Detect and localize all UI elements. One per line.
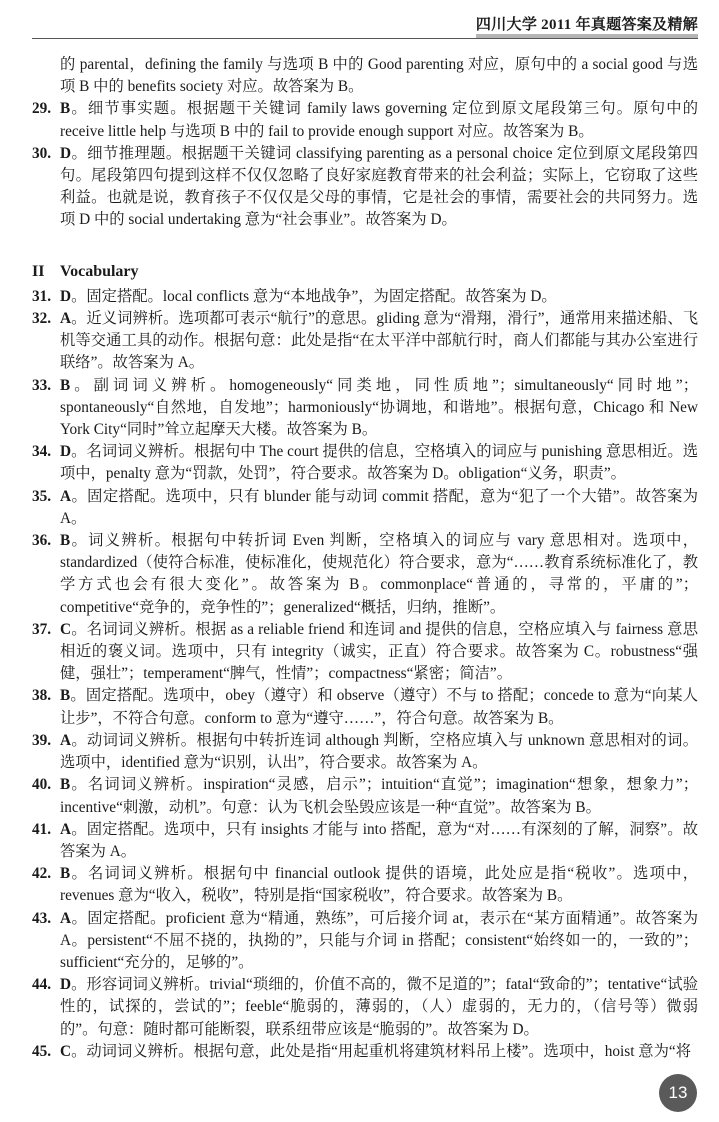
explanation-text: 。名词词义辨析。inspiration“灵感，启示”；intuition“直觉”；imagination“想象，想象力”；incentive“刺激，动机”。句意：认为飞机会坠毁应该是一种“直觉”。故答案为 B。 [60, 776, 698, 816]
continued-paragraph: 的 parental，defining the family 与选项 B 中的 Good parenting 对应，原句中的 a social good 与选项 B 中的 benefits society 对应。故答案为 B。 [60, 56, 698, 96]
answer-letter: D [60, 443, 72, 461]
explanation-text: 。词义辨析。根据句中转折词 Even 判断，空格填入的词应与 vary 意思相对。选项中，standardized（使符合标准，使标准化，使规范化）符合要求，意为“……教育系统标准化了，教学方式也会有很大变化”。故答案为 B。commonplace“普通的，寻常的，平庸的”；competitive“竞争的，竞争性的”；generalized“概括，归纳，推断”。 [60, 532, 698, 616]
section-title: Vocabulary [60, 262, 139, 280]
answer-item [32, 286, 698, 308]
explanation-text: 。细节推理题。根据题干关键词 classifying parenting as a personal choice 定位到原文尾段第四句。尾段第四句提到这样不仅仅忽略了良好家庭教育带来的社会利益；实际上，它窃取了这些利益。也就是说，教育孩子不仅仅是父母的事情，它是社会的事情，需要社会的共同努力。选项 D 中的 social undertaking 意为“社会事业”。故答案为 D。 [60, 144, 698, 229]
explanation-text: 。固定搭配。proficient 意为“精通，熟练”，可后接介词 at，表示在“某方面精通”。故答案为 A。persistent“不屈不挠的，执拗的”，只能与介词 in 搭配；consistent“始终如一的，一致的”；sufficient“充分的，足够的”。 [60, 909, 698, 971]
explanation-text: 。固定搭配。选项中，只有 insights 才能与 into 搭配，意为“对……有深刻的了解，洞察”。故答案为 A。 [60, 820, 698, 860]
answer-list-vocabulary [32, 286, 698, 1063]
answer-item [32, 1041, 698, 1063]
answer-item [32, 486, 698, 530]
answer-item [32, 143, 698, 232]
explanation-text: 。固定搭配。local conflicts 意为“本地战争”，为固定搭配。故答案为 D。 [71, 287, 557, 305]
question-number: 43. [32, 909, 52, 927]
answer-item [32, 530, 698, 619]
explanation-text: 。近义词辨析。选项都可表示“航行”的意思。gliding 意为“滑翔，滑行”，通常用来描述船、飞机等交通工具的动作。根据句意：此处是指“在太平洋中部航行时，商人们都能与其办公室进行联络”。故答案为 A。 [60, 310, 698, 372]
answer-letter: C [60, 1042, 72, 1060]
question-number: 41. [32, 820, 52, 838]
answer-letter: D [60, 287, 72, 305]
page-number-badge: 13 [659, 1074, 697, 1112]
question-number: 32. [32, 310, 52, 328]
question-number: 33. [32, 376, 52, 394]
explanation-text: 。名词词义辨析。根据句中 financial outlook 提供的语境，此处应是指“税收”。选项中，revenues 意为“收入，税收”，特别是指“国家税收”，符合要求。故答案为 B。 [60, 865, 698, 905]
question-number: 40. [32, 776, 52, 794]
answer-letter: A [60, 909, 72, 927]
answer-letter: D [60, 976, 72, 994]
question-number: 42. [32, 865, 52, 883]
question-number: 44. [32, 976, 52, 994]
explanation-text: 。名词词义辨析。根据 as a reliable friend 和连词 and 提供的信息，空格应填入与 fairness 意思相近的褒义词。选项中，只有 integrity（诚实，正直）符合要求。故答案为 C。robustness“强健，强壮”；temperament“脾气，性情”；compactness“紧密；简洁”。 [60, 620, 698, 683]
question-number: 36. [32, 532, 52, 550]
answer-item [32, 308, 698, 375]
explanation-text: 。副词词义辨析。homogeneously“同类地，同性质地”；simultaneously“同时地”；spontaneously“自然地，自发地”；harmoniously“协调地，和谐地”。根据句意，Chicago 和 New York City“同时”耸立起摩天大楼。故答案为 B。 [60, 376, 698, 439]
question-number: 35. [32, 487, 52, 505]
question-number: 29. [32, 100, 52, 118]
answer-item [32, 375, 698, 442]
question-number: 34. [32, 443, 52, 461]
answer-item [32, 619, 698, 686]
explanation-text: 。细节事实题。根据题干关键词 family laws governing 定位到原文尾段第三句。原句中的 receive little help 与选项 B 中的 fail to provide enough support 对应。故答案为 B。 [60, 100, 698, 140]
section-number: II [32, 262, 45, 280]
answer-letter: A [60, 820, 72, 838]
section-heading [32, 261, 698, 283]
answer-list-reading [32, 98, 698, 231]
answer-letter: A [60, 731, 72, 749]
answer-item [32, 98, 698, 142]
question-number: 30. [32, 144, 52, 162]
answer-item [32, 974, 698, 1041]
answer-letter: C [60, 620, 72, 638]
answer-item [32, 774, 698, 818]
answer-item [32, 819, 698, 863]
explanation-text: 。动词词义辨析。根据句意，此处是指“用起重机将建筑材料吊上楼”。选项中，hoist 意为“将 [71, 1042, 691, 1060]
explanation-text: 。固定搭配。选项中，只有 blunder 能与动词 commit 搭配，意为“犯了一个大错”。故答案为 A。 [60, 487, 698, 527]
answer-letter: A [60, 487, 72, 505]
question-number: 37. [32, 620, 52, 638]
answer-letter: B [60, 532, 71, 550]
question-number: 39. [32, 731, 52, 749]
answer-letter: A [60, 310, 72, 328]
running-header-title: 四川大学 2011 年真题答案及精解 [475, 17, 698, 33]
answer-item [32, 908, 698, 975]
header-rule [32, 38, 698, 39]
question-number: 45. [32, 1042, 52, 1060]
answer-item [32, 730, 698, 774]
explanation-text: 。固定搭配。选项中，obey（遵守）和 observe（遵守）不与 to 搭配；concede to 意为“向某人让步”，不符合句意。conform to 意为“遵守……”，符合句意。故答案为 B。 [60, 687, 698, 727]
explanation-text: 。名词词义辨析。根据句中 The court 提供的信息，空格填入的词应与 punishing 意思相近。选项中，penalty 意为“罚款，处罚”，符合要求。故答案为 D。obligation“义务，职责”。 [60, 443, 698, 483]
explanation-text: 。形容词词义辨析。trivial“琐细的，价值不高的，微不足道的”；fatal“致命的”；tentative“试验性的，试探的，尝试的”；feeble“脆弱的，薄弱的，（人）虚弱的，无力的，（信号等）微弱的”。句意：随时都可能断裂，联系纽带应该是“脆弱的”。故答案为 D。 [60, 976, 698, 1038]
answer-letter: B [60, 865, 71, 883]
question-number: 38. [32, 687, 52, 705]
answer-letter: B [60, 776, 71, 794]
answer-item [32, 685, 698, 729]
answer-letter: D [60, 144, 72, 162]
answer-item [32, 441, 698, 485]
explanation-text: 。动词词义辨析。根据句中转折连词 although 判断，空格应填入与 unknown 意思相对的词。选项中，identified 意为“识别，认出”，符合要求。故答案为 A。 [60, 731, 698, 772]
answer-letter: B [60, 100, 71, 118]
answer-item [32, 863, 698, 907]
answer-letter: B [60, 376, 71, 394]
answer-letter: B [60, 687, 71, 705]
page-body [32, 54, 698, 1063]
question-number: 31. [32, 287, 52, 305]
